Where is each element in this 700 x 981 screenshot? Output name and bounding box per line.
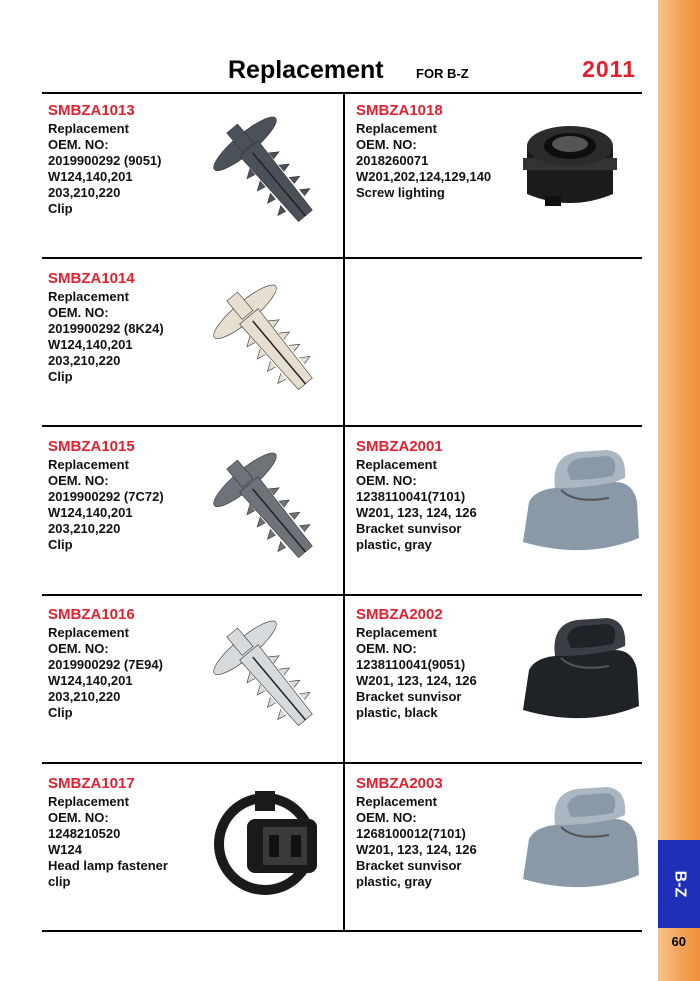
black-grommet-icon [515, 106, 625, 221]
product-card [350, 94, 650, 262]
product-detail-line: W124 [48, 842, 82, 857]
product-info [48, 102, 162, 217]
product-detail-line: clip [48, 874, 71, 889]
product-detail-line: 1248210520 [48, 826, 121, 841]
product-detail-line: OEM. NO: [48, 137, 109, 152]
product-detail-line: 2019900292 (9051) [48, 153, 162, 168]
product-code: SMBZA1014 [48, 270, 135, 287]
product-detail-line: Clip [48, 705, 73, 720]
product-code: SMBZA1013 [48, 102, 135, 119]
product-detail-line: W201,202,124,129,140 [356, 169, 492, 184]
product-card [42, 598, 342, 766]
page-title: Replacement [228, 56, 384, 84]
product-code: SMBZA1018 [356, 102, 443, 119]
product-detail-line: Clip [48, 369, 73, 384]
product-detail-line: W124,140,201 [48, 673, 133, 688]
product-detail-line: 203,210,220 [48, 185, 121, 200]
product-code: SMBZA1017 [48, 775, 135, 792]
product-card [350, 598, 650, 766]
product-detail-line: Replacement [356, 625, 437, 640]
catalog-year: 2011 [582, 56, 636, 82]
product-info [48, 270, 164, 385]
product-code: SMBZA1015 [48, 438, 135, 455]
product-info [356, 606, 477, 721]
product-detail-line: W201, 123, 124, 126 [356, 505, 477, 520]
product-detail-line: 1238110041(7101) [356, 489, 466, 504]
product-detail-line: 2019900292 (7E94) [48, 657, 163, 672]
product-detail-line: W124,140,201 [48, 169, 133, 184]
section-tab-bz[interactable] [658, 840, 700, 928]
product-detail-line: Replacement [356, 457, 437, 472]
product-detail-line: Replacement [356, 794, 437, 809]
product-detail-line: 203,210,220 [48, 521, 121, 536]
product-info [356, 102, 491, 201]
product-info [48, 775, 168, 890]
product-detail-line: Replacement [48, 289, 129, 304]
product-detail-line: plastic, gray [356, 874, 432, 889]
black-head-lamp-fastener-icon [207, 779, 337, 914]
product-detail-line: Head lamp fastener [48, 858, 168, 873]
product-detail-line: 2019900292 (8K24) [48, 321, 164, 336]
product-detail-line: 2019900292 (7C72) [48, 489, 164, 504]
product-detail-line: Replacement [356, 121, 437, 136]
page-number: 60 [671, 934, 686, 949]
product-detail-line: Replacement [48, 457, 129, 472]
product-detail-line: OEM. NO: [356, 473, 417, 488]
gray-push-clip-icon [207, 442, 337, 587]
product-detail-line: Replacement [48, 794, 129, 809]
product-info [356, 775, 477, 890]
product-info [356, 438, 477, 553]
product-detail-line: Replacement [48, 625, 129, 640]
product-detail-line: Bracket sunvisor [356, 521, 462, 536]
product-detail-line: Replacement [48, 121, 129, 136]
gray-sunvisor-bracket-icon [515, 442, 645, 567]
product-info [48, 438, 164, 553]
product-detail-line: Bracket sunvisor [356, 689, 462, 704]
product-detail-line: OEM. NO: [48, 810, 109, 825]
section-tab-label: B-Z [671, 870, 688, 898]
product-detail-line: 203,210,220 [48, 689, 121, 704]
product-detail-line: Clip [48, 201, 73, 216]
page-header [42, 56, 642, 92]
product-detail-line: Clip [48, 537, 73, 552]
side-color-strip [658, 0, 700, 981]
product-detail-line: plastic, gray [356, 537, 432, 552]
product-card [350, 430, 650, 598]
dark-gray-push-clip-icon [207, 106, 337, 251]
product-card [42, 767, 342, 935]
light-gray-push-clip-icon [207, 610, 337, 755]
product-detail-line: W124,140,201 [48, 337, 133, 352]
product-detail-line: 1268100012(7101) [356, 826, 466, 841]
product-code: SMBZA2002 [356, 606, 443, 623]
product-detail-line: plastic, black [356, 705, 438, 720]
product-detail-line: OEM. NO: [48, 641, 109, 656]
product-detail-line: OEM. NO: [356, 641, 417, 656]
product-detail-line: W201, 123, 124, 126 [356, 842, 477, 857]
product-card [42, 430, 342, 598]
product-detail-line: 1238110041(9051) [356, 657, 466, 672]
product-detail-line: OEM. NO: [48, 473, 109, 488]
black-sunvisor-bracket-icon [515, 610, 645, 735]
product-card [350, 767, 650, 935]
product-detail-line: 2018260071 [356, 153, 429, 168]
product-detail-line: OEM. NO: [356, 810, 417, 825]
product-detail-line: OEM. NO: [356, 137, 417, 152]
product-info [48, 606, 163, 721]
product-detail-line: Screw lighting [356, 185, 445, 200]
product-detail-line: OEM. NO: [48, 305, 109, 320]
page-subtitle: FOR B-Z [416, 66, 469, 81]
product-card [42, 94, 342, 262]
gray-sunvisor-bracket-clip-icon [515, 779, 645, 904]
product-code: SMBZA1016 [48, 606, 135, 623]
divider-vertical [343, 94, 345, 930]
product-detail-line: W124,140,201 [48, 505, 133, 520]
product-code: SMBZA2001 [356, 438, 443, 455]
product-detail-line: Bracket sunvisor [356, 858, 462, 873]
product-detail-line: W201, 123, 124, 126 [356, 673, 477, 688]
product-card [42, 262, 342, 430]
product-code: SMBZA2003 [356, 775, 443, 792]
beige-push-clip-icon [207, 274, 337, 419]
product-detail-line: 203,210,220 [48, 353, 121, 368]
